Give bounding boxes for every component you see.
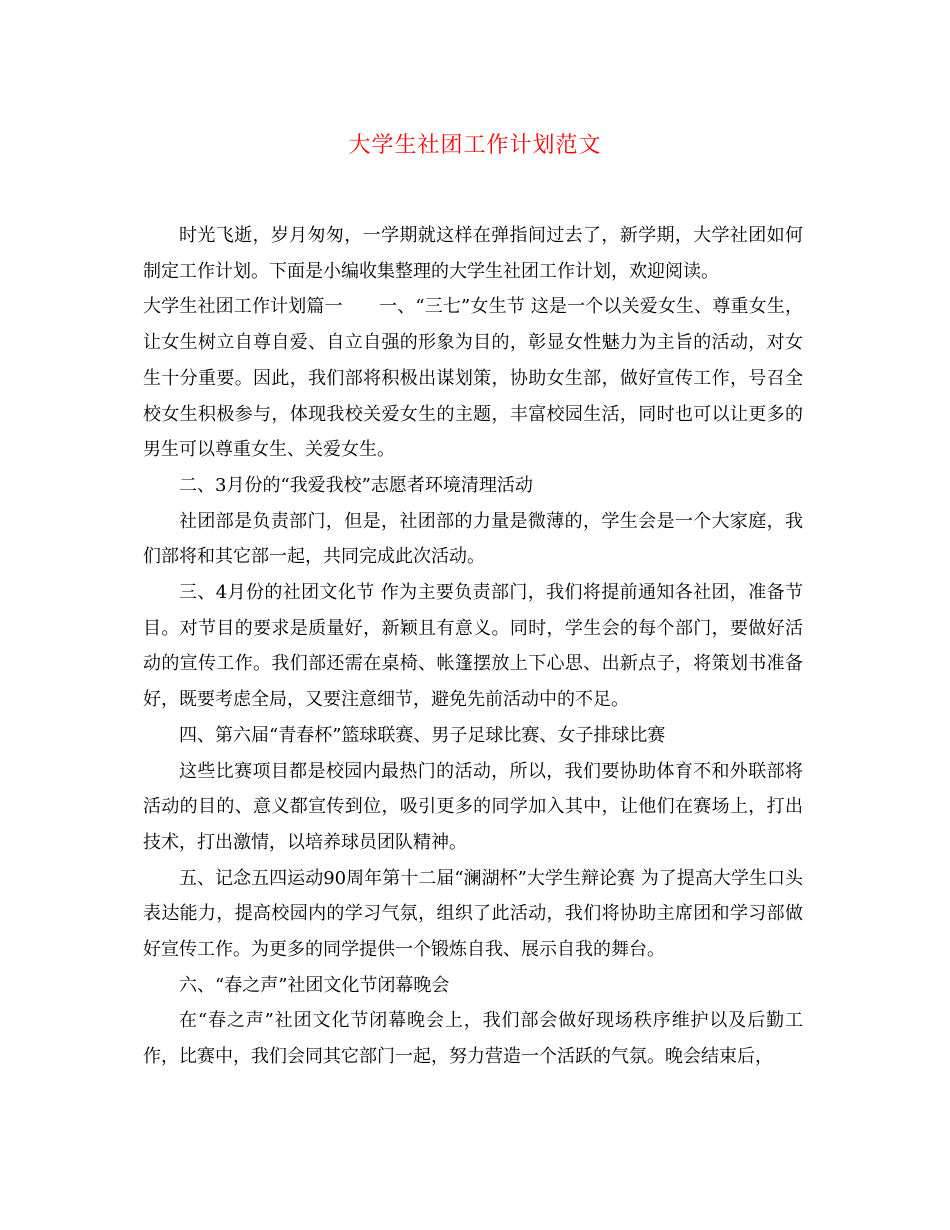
paragraph-section-5: 五、记念五四运动90周年第十二届“澜湖杯”大学生辩论赛 为了提高大学生口头表达能力，提高校园内的学习气氛，组织了此活动，我们将协助主席团和学习部做好宣传工作。为更多的同学提供一个锻炼自我、展示自我的舞台。 bbox=[143, 867, 803, 961]
document-title: 大学生社团工作计划范文 bbox=[348, 133, 602, 158]
paragraph-section-4: 这些比赛项目都是校园内最热门的活动，所以，我们要协助体育不和外联部将活动的目的、意义都宣传到位，吸引更多的同学加入其中，让他们在赛场上，打出技术，打出激情，以培养球员团队精神。 bbox=[143, 760, 803, 853]
paragraph-section-3: 三、4月份的社团文化节 作为主要负责部门，我们将提前通知各社团，准备节目。对节目的要求是质量好，新颖且有意义。同时，学生会的每个部门，要做好活动的宣传工作。我们部还需在桌椅、帐篷摆放上下心思、出新点子，将策划书准备好，既要考虑全局，又要注意细节，避免先前活动中的不足。 bbox=[143, 582, 803, 711]
document-body bbox=[143, 218, 803, 1075]
paragraph-section-6: 在“春之声”社团文化节闭幕晚会上，我们部会做好现场秩序维护以及后勤工作，比赛中，我们会同其它部门一起，努力营造一个活跃的气氛。晚会结束后， bbox=[143, 1010, 803, 1068]
paragraph-heading-2: 二、3月份的“我爱我校”志愿者环境清理活动 bbox=[179, 474, 533, 496]
paragraph-heading-4: 四、第六届“青春杯”篮球联赛、男子足球比赛、女子排球比赛 bbox=[179, 724, 666, 746]
paragraph-heading-6: 六、“春之声”社团文化节闭幕晚会 bbox=[179, 974, 450, 996]
paragraph-section-1: 大学生社团工作计划篇一 一、“三七”女生节 这是一个以关爱女生、尊重女生，让女生树立自尊自爱、自立自强的形象为目的，彰显女性魅力为主旨的活动，对女生十分重要。因此，我们部将积极出谋划策，协助女生部，做好宣传工作，号召全校女生积极参与，体现我校关爱女生的主题，丰富校园生活，同时也可以让更多的男生可以尊重女生、关爱女生。 bbox=[143, 296, 803, 461]
paragraph-section-2: 社团部是负责部门，但是，社团部的力量是微薄的，学生会是一个大家庭，我们部将和其它部一起，共同完成此次活动。 bbox=[143, 510, 803, 568]
paragraph-intro: 时光飞逝，岁月匆匆，一学期就这样在弹指间过去了，新学期，大学社团如何制定工作计划。下面是小编收集整理的大学生社团工作计划，欢迎阅读。 bbox=[143, 225, 803, 282]
